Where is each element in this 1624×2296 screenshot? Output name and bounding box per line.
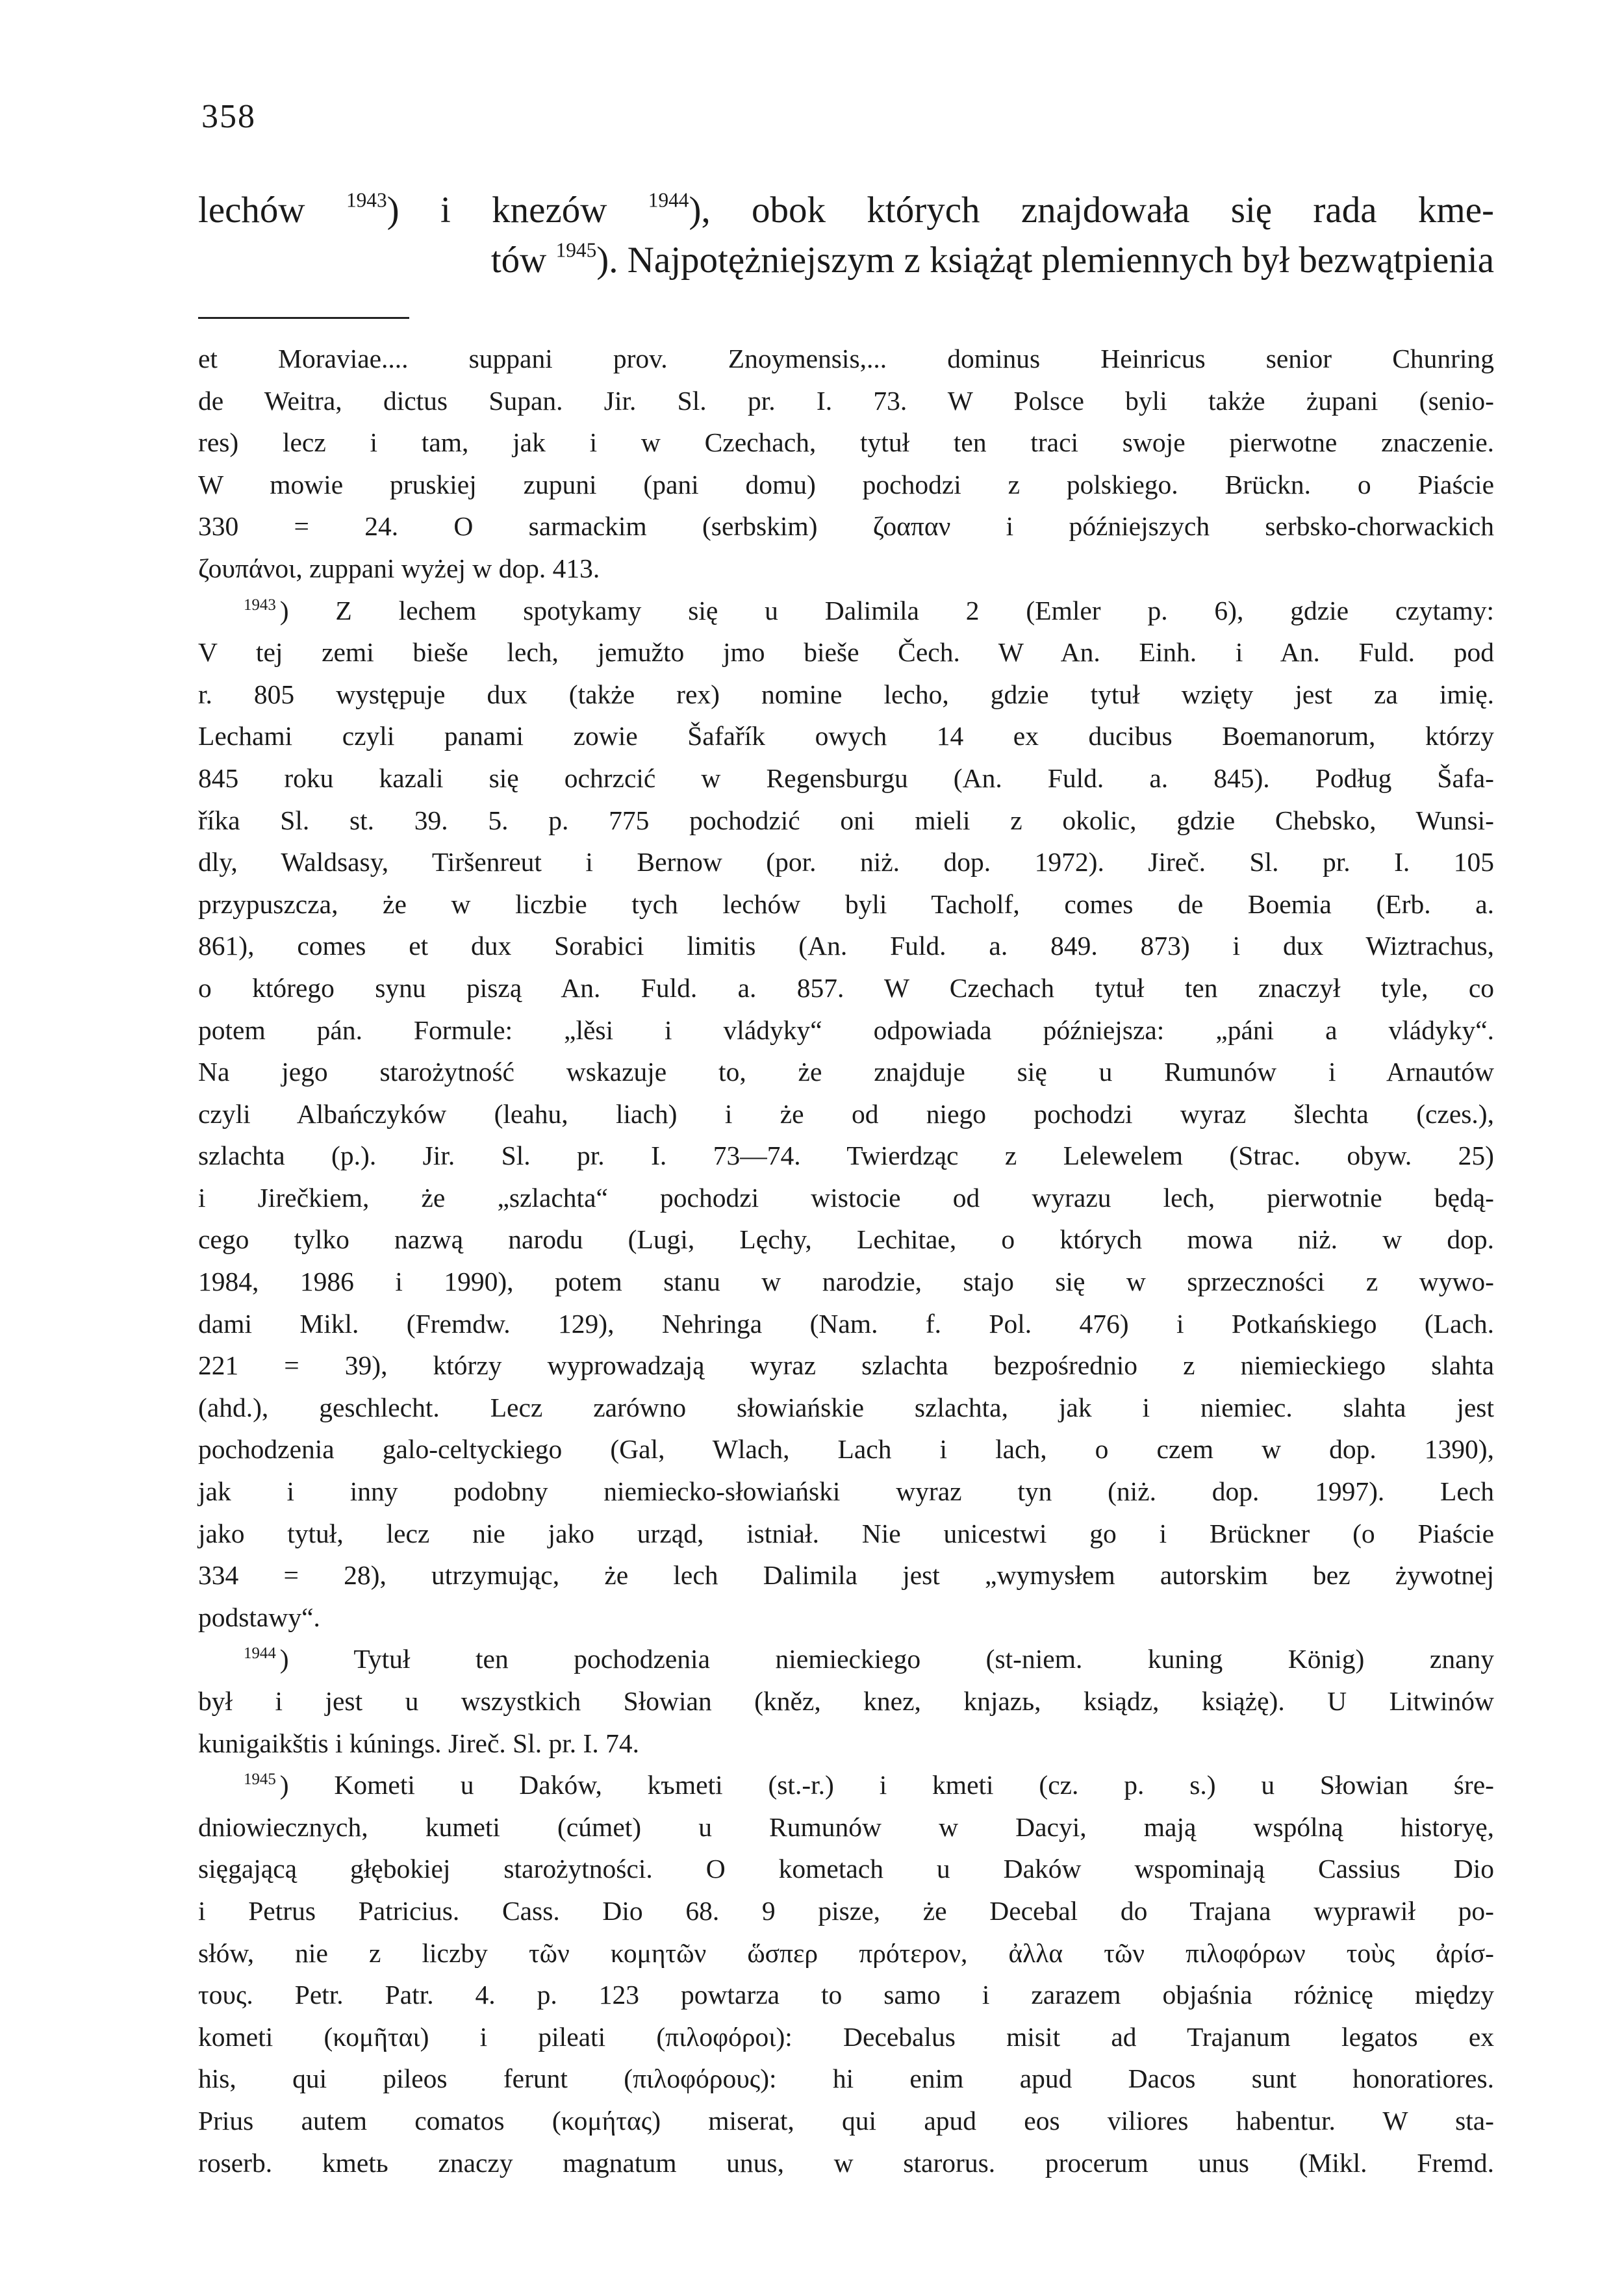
footnote-reference: 1944: [648, 188, 689, 212]
text-run: roserb. kmetь znaczy magnatum unus, w starorus. procerum unus (Mikl. Fremd.: [198, 2147, 1494, 2178]
footnote-line: [198, 925, 1494, 967]
text-run: sięgającą głębokiej starożytności. O kometach u Daków wspominają Cassius Dio: [198, 1854, 1494, 1884]
text-run: kunigaikštis i kúnings. Jireč. Sl. pr. I. 74.: [198, 1728, 639, 1758]
footnote-line: [198, 1554, 1494, 1596]
text-run: říka Sl. st. 39. 5. p. 775 pochodzić oni mieli z okolic, gdzie Chebsko, Wunsi-: [198, 805, 1494, 835]
text-run: ) Z lechem spotykamy się u Dalimila 2 (Emler p. 6), gdzie czytamy:: [279, 595, 1494, 625]
footnote-reference: 1945: [555, 238, 597, 262]
footnote-line: [198, 1303, 1494, 1345]
footnote-line: [198, 1680, 1494, 1722]
text-run: lechów: [198, 190, 346, 231]
text-run: res) lecz i tam, jak i w Czechach, tytuł ten traci swoje pierwotne znaczenie.: [198, 427, 1494, 458]
footnote-line: [198, 1009, 1494, 1052]
footnote-line: [198, 1135, 1494, 1177]
footnote-number: 1944: [244, 1645, 276, 1663]
text-run: (ahd.), geschlecht. Lecz zarówno słowiańskie szlachta, jak i niemiec. slahta jest: [198, 1392, 1494, 1422]
page-number: 358: [201, 98, 256, 135]
footnote-line: [198, 800, 1494, 842]
footnote-line: [198, 1513, 1494, 1555]
text-run: jak i inny podobny niemiecko-słowiański wyraz tyn (niż. dop. 1997). Lech: [198, 1476, 1494, 1507]
text-run: his, qui pileos ferunt (πιλοφόρους): hi enim apud Dacos sunt honoratiores.: [198, 2063, 1494, 2094]
footnote-line: [198, 505, 1494, 548]
footnote-line: [198, 1848, 1494, 1890]
footnote-reference: 1943: [346, 188, 387, 212]
footnote-line: [198, 674, 1494, 716]
footnotes: [198, 338, 1494, 2184]
footnote-line: [198, 841, 1494, 883]
text-run: 845 roku kazali się ochrzcić w Regensburgu (An. Fuld. a. 845). Podług Šafa-: [198, 763, 1494, 793]
text-run: Na jego starożytność wskazuje to, że znajduje się u Rumunów i Arnautów: [198, 1057, 1494, 1087]
text-run: tów: [490, 240, 556, 281]
text-run: 1984, 1986 i 1990), potem stanu w narodzie, stajo się w sprzeczności z wywo-: [198, 1267, 1494, 1297]
text-run: Prius autem comatos (κομήτας) miserat, qui apud eos viliores habentur. W sta-: [198, 2105, 1494, 2136]
footnote-line: [198, 1722, 1494, 1765]
text-run: kometi (κομῆται) i pileati (πιλοφόροι): Decebalus misit ad Trajanum legatos ex: [198, 2021, 1494, 2052]
text-run: dniowiecznych, kumeti (cúmet) u Rumunów w Dacyi, mają wspólną historyę,: [198, 1811, 1494, 1842]
footnote-line: [198, 338, 1494, 380]
footnote-line: [198, 1344, 1494, 1387]
text-run: i Petrus Patricius. Cass. Dio 68. 9 pisze, że Decebal do Trajana wyprawił po-: [198, 1895, 1494, 1926]
footnote-line: [198, 715, 1494, 757]
text-run: słów, nie z liczby τῶν κομητῶν ὥσπερ πρότερον, ἀλλα τῶν πιλοφόρων τοὺς ἀρίσ-: [198, 1937, 1494, 1968]
footnote-number: 1945: [244, 1771, 276, 1789]
footnote-line: [198, 2100, 1494, 2142]
text-run: pochodzenia galo-celtyckiego (Gal, Wlach, Lach i lach, o czem w dop. 1390),: [198, 1434, 1494, 1465]
footnote-line: [198, 548, 1494, 590]
text-run: r. 805 występuje dux (także rex) nomine lecho, gdzie tytuł wzięty jest za imię.: [198, 679, 1494, 709]
text-run: W mowie pruskiej zupuni (pani domu) pochodzi z polskiego. Brückn. o Piaście: [198, 469, 1494, 499]
footnote-line: [198, 1387, 1494, 1429]
footnote-line: [198, 1051, 1494, 1093]
text-run: 861), comes et dux Sorabici limitis (An. Fuld. a. 849. 873) i dux Wiztrachus,: [198, 931, 1494, 961]
footnote-line: [198, 1261, 1494, 1303]
text-run: 330 = 24. O sarmackim (serbskim) ζοαπαν i późniejszych serbsko-chorwackich: [198, 511, 1494, 542]
text-run: τους. Petr. Patr. 4. p. 123 powtarza to samo i zarazem objaśnia różnicę między: [198, 1980, 1494, 2010]
footnote-line: [198, 1764, 1494, 1806]
text-run: ) Kometi u Daków, kъmeti (st.-r.) i kmeti (cz. p. s.) u Słowian śre-: [279, 1770, 1494, 1800]
text-run: był i jest u wszystkich Słowian (kněz, knez, knjazь, ksiądz, książę). U Litwinów: [198, 1686, 1494, 1716]
text-run: 221 = 39), którzy wyprowadzają wyraz szlachta bezpośrednio z niemieckiego slahta: [198, 1350, 1494, 1381]
text-run: dami Mikl. (Fremdw. 129), Nehringa (Nam. f. Pol. 476) i Potkańskiego (Lach.: [198, 1308, 1494, 1339]
text-run: 334 = 28), utrzymując, że lech Dalimila jest „wymysłem autorskim bez żywotnej: [198, 1560, 1494, 1591]
footnote-line: [198, 2016, 1494, 2058]
footnote-separator: [198, 317, 409, 319]
footnote-line: [198, 1932, 1494, 1974]
footnote-line: [198, 1596, 1494, 1639]
text-run: ) i knezów: [387, 190, 648, 231]
text-run: ) Tytuł ten pochodzenia niemieckiego (st-niem. kuning König) znany: [279, 1644, 1494, 1674]
footnote-line: [198, 1470, 1494, 1513]
footnote-line: [198, 967, 1494, 1009]
footnote-line: [198, 1218, 1494, 1261]
footnote-line: [198, 1428, 1494, 1470]
body-line: [198, 235, 1494, 285]
footnote-line: [198, 883, 1494, 926]
text-run: o którego synu piszą An. Fuld. a. 857. W Czechach tytuł ten znaczył tyle, co: [198, 972, 1494, 1003]
text-run: de Weitra, dictus Supan. Jir. Sl. pr. I. 73. W Polsce byli także żupani (senio-: [198, 385, 1494, 416]
footnote-line: [198, 422, 1494, 464]
footnote-line: [198, 464, 1494, 506]
footnote-line: [198, 1177, 1494, 1219]
footnote-line: [198, 1890, 1494, 1932]
text-run: przypuszcza, że w liczbie tych lechów byli Tacholf, comes de Boemia (Erb. a.: [198, 889, 1494, 919]
footnote-line: [198, 2142, 1494, 2184]
text-run: potem pán. Formule: „lěsi i vládyky“ odpowiada późniejsza: „páni a vládyky“.: [198, 1015, 1494, 1045]
text-run: ζουπάνοι, zuppani wyżej w dop. 413.: [198, 553, 600, 583]
footnote-line: [198, 757, 1494, 800]
footnote-line: [198, 2058, 1494, 2100]
footnote-line: [198, 380, 1494, 422]
text-run: jako tytuł, lecz nie jako urząd, istniał. Nie unicestwi go i Brückner (o Piaście: [198, 1518, 1494, 1548]
footnote-line: [198, 1638, 1494, 1680]
text-run: czyli Albańczyków (leahu, liach) i że od niego pochodzi wyraz šlechta (czes.),: [198, 1098, 1494, 1129]
text-run: ). Najpotężniejszym z książąt plemiennych był bezwątpienia: [596, 240, 1494, 281]
text-run: i Jirečkiem, że „szlachta“ pochodzi wistocie od wyrazu lech, pierwotnie będą-: [198, 1182, 1494, 1213]
text-run: ), obok których znajdowała się rada kme-: [689, 190, 1494, 231]
text-run: dly, Waldsasy, Tiršenreut i Bernow (por. niż. dop. 1972). Jireč. Sl. pr. I. 105: [198, 847, 1494, 877]
main-text: [198, 185, 1494, 285]
text-run: V tej zemi bieše lech, jemužto jmo bieše Čech. W An. Einh. i An. Fuld. pod: [198, 637, 1494, 668]
footnote-number: 1943: [244, 596, 276, 614]
text-run: et Moraviae.... suppani prov. Znoymensis,... dominus Heinricus senior Chunring: [198, 344, 1494, 373]
text-run: cego tylko nazwą narodu (Lugi, Lęchy, Lechitae, o których mowa niż. w dop.: [198, 1224, 1494, 1255]
text-run: Lechami czyli panami zowie Šafařík owych 14 ex ducibus Boemanorum, którzy: [198, 721, 1494, 751]
footnote-line: [198, 1974, 1494, 2016]
text-run: podstawy“.: [198, 1602, 320, 1632]
footnote-line: [198, 1806, 1494, 1848]
body-line: [198, 185, 1494, 235]
footnote-line: [198, 631, 1494, 674]
footnote-line: [198, 1093, 1494, 1135]
footnote-line: [198, 590, 1494, 632]
text-run: szlachta (p.). Jir. Sl. pr. I. 73—74. Twierdząc z Lelewelem (Strac. obyw. 25): [198, 1141, 1494, 1171]
